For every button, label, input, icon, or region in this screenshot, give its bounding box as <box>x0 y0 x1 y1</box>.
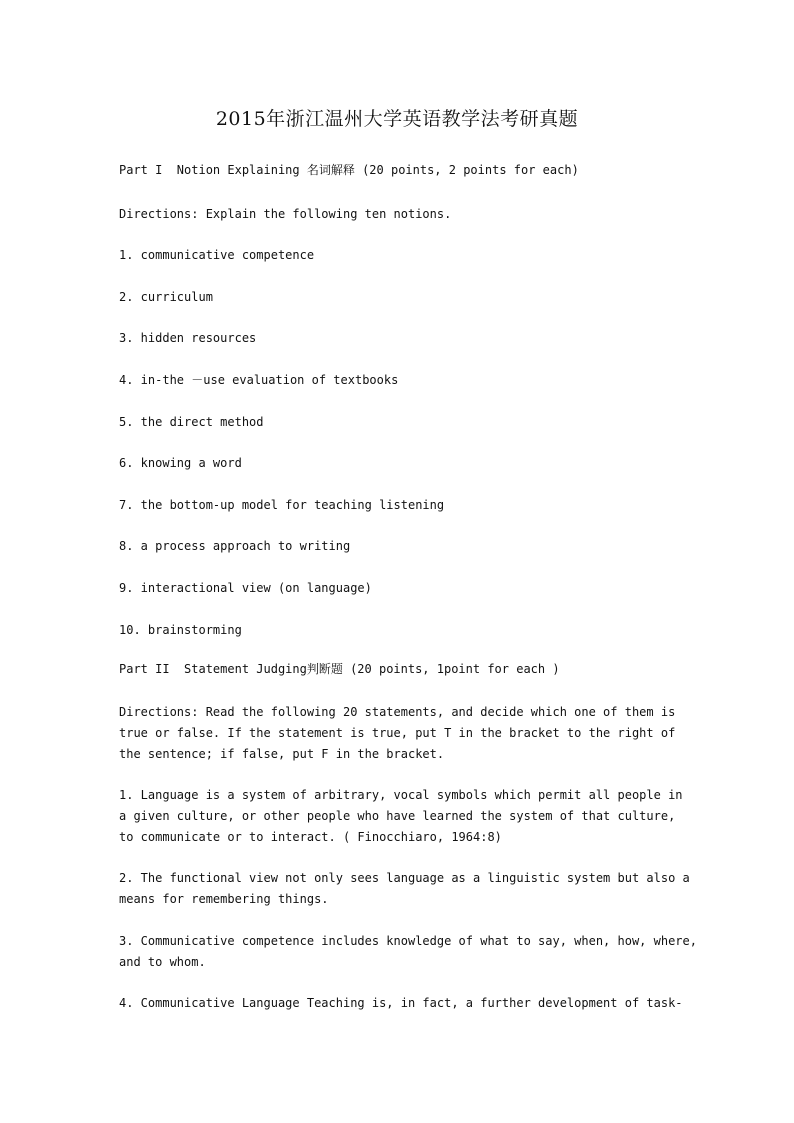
notion-item: 4. in-the －use evaluation of textbooks <box>119 373 399 387</box>
notion-item: 8. a process approach to writing <box>119 539 351 553</box>
directions-line: the sentence; if false, put F in the bracket. <box>119 746 445 761</box>
statement-line: and to whom. <box>119 954 206 969</box>
directions-line: Directions: Read the following 20 statements, and decide which one of them is <box>119 705 676 719</box>
part1-directions: Directions: Explain the following ten notions. <box>119 207 452 221</box>
notion-item: 1. communicative competence <box>119 248 315 262</box>
notion-item: 6. knowing a word <box>119 456 242 470</box>
part1-heading: Part I Notion Explaining 名词解释 (20 points, 2 points for each) <box>119 163 579 177</box>
notion-item: 3. hidden resources <box>119 331 257 345</box>
notion-item: 5. the direct method <box>119 415 264 429</box>
statement-4 <box>119 993 683 1014</box>
directions-line: true or false. If the statement is true, put T in the bracket to the right of <box>119 725 676 740</box>
statement-line: 4. Communicative Language Teaching is, in fact, a further development of task- <box>119 996 683 1010</box>
statement-line: to communicate or to interact. ( Finocchiaro, 1964:8) <box>119 829 502 844</box>
notion-item: 9. interactional view (on language) <box>119 581 372 595</box>
part2-heading: Part II Statement Judging判断题 (20 points, 1point for each ) <box>119 662 560 676</box>
statement-line: 2. The functional view not only sees language as a linguistic system but also a <box>119 871 690 885</box>
statement-1 <box>119 785 683 847</box>
page-title: 2015年浙江温州大学英语教学法考研真题 <box>215 108 579 130</box>
statement-3 <box>119 931 697 973</box>
statement-line: 1. Language is a system of arbitrary, vocal symbols which permit all people in <box>119 788 683 802</box>
notion-item: 2. curriculum <box>119 290 213 304</box>
statement-2 <box>119 868 690 910</box>
statement-line: 3. Communicative competence includes knowledge of what to say, when, how, where, <box>119 934 697 948</box>
notion-item: 10. brainstorming <box>119 623 242 637</box>
statement-line: means for remembering things. <box>119 891 329 906</box>
part2-directions <box>119 702 679 764</box>
statement-line: a given culture, or other people who have learned the system of that culture, <box>119 808 676 823</box>
notion-item: 7. the bottom-up model for teaching listening <box>119 498 445 512</box>
